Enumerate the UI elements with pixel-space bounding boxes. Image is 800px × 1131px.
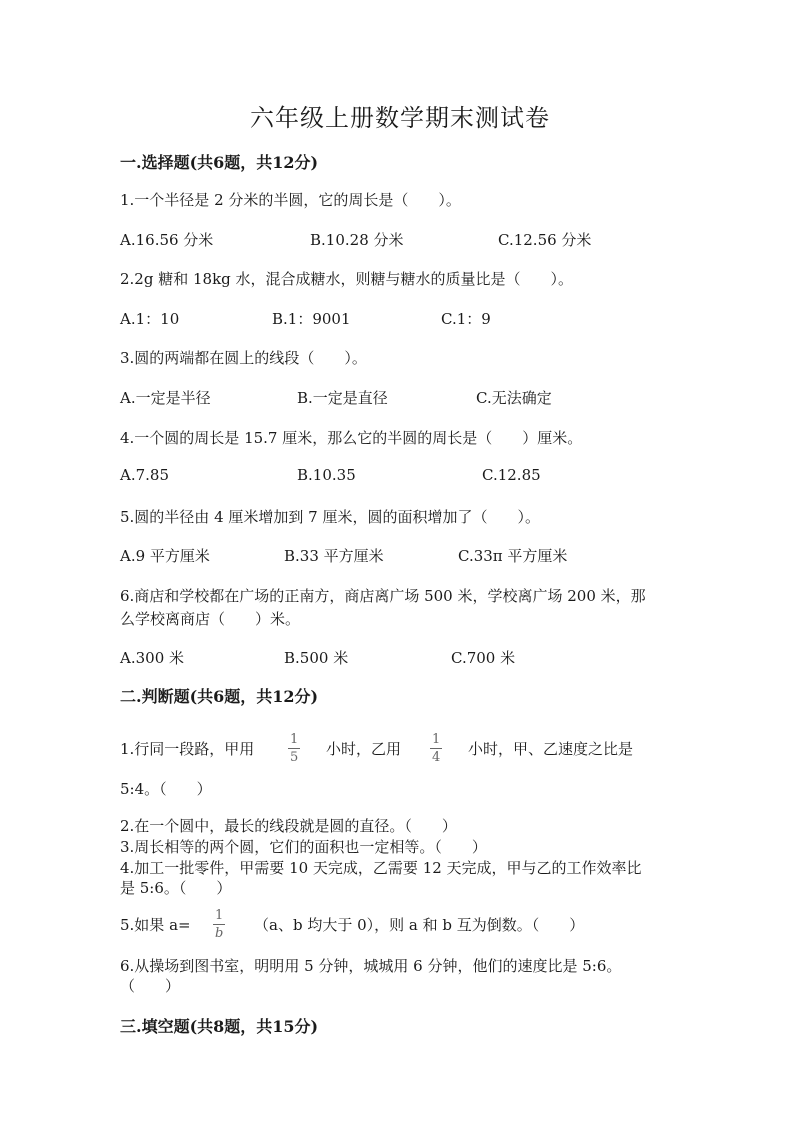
option-6b: B.500 米	[284, 649, 349, 667]
judgement-6-line-1: 6.从操场到图书室，明明用 5 分钟，城城用 6 分钟，他们的速度比是 5:6。	[120, 957, 622, 975]
option-5b: B.33 平方厘米	[284, 547, 384, 565]
page-title: 六年级上册数学期末测试卷	[250, 104, 550, 132]
fraction-denominator: 5	[290, 750, 299, 765]
fraction-one-over-b	[213, 909, 225, 940]
option-3b: B.一定是直径	[297, 389, 388, 407]
judgement-4-line-1: 4.加工一批零件，甲需要 10 天完成，乙需要 12 天完成，甲与乙的工作效率比	[120, 859, 642, 877]
option-4b: B.10.35	[297, 466, 356, 484]
fraction-numerator: 1	[290, 732, 299, 747]
judgement-1-part-b: 小时，乙用	[326, 740, 402, 758]
option-2b: B.1：9001	[272, 310, 351, 328]
judgement-6-line-2: （ ）	[120, 977, 181, 995]
judgement-3: 3.周长相等的两个圆，它们的面积也一定相等。（ ）	[120, 838, 487, 856]
question-6-line-1: 6.商店和学校都在广场的正南方，商店离广场 500 米，学校离广场 200 米，那	[120, 587, 646, 605]
judgement-2: 2.在一个圆中，最长的线段就是圆的直径。（ ）	[120, 817, 457, 835]
question-6-line-2: 么学校离商店（ ）米。	[120, 610, 301, 628]
judgement-5-part-a: 5.如果 a=	[120, 916, 191, 934]
question-3: 3.圆的两端都在圆上的线段（ ）。	[120, 349, 367, 367]
option-4a: A.7.85	[120, 466, 169, 484]
option-6c: C.700 米	[451, 649, 516, 667]
option-2c: C.1：9	[441, 310, 491, 328]
question-2: 2.2g 糖和 18kg 水，混合成糖水，则糖与糖水的质量比是（ ）。	[120, 270, 574, 288]
fraction-denominator: 4	[432, 750, 441, 765]
judgement-4-line-2: 是 5:6。（ ）	[120, 879, 232, 897]
option-2a: A.1：10	[120, 310, 180, 328]
option-3a: A.一定是半径	[120, 389, 211, 407]
judgement-5-part-b: （a、b 均大于 0），则 a 和 b 互为倒数。（ ）	[254, 916, 585, 934]
option-1a: A.16.56 分米	[120, 231, 214, 249]
fraction-denominator: b	[214, 926, 224, 941]
fraction-numerator: 1	[432, 732, 441, 747]
question-5: 5.圆的半径由 4 厘米增加到 7 厘米，圆的面积增加了（ ）。	[120, 508, 540, 526]
option-3c: C.无法确定	[476, 389, 552, 407]
fraction-numerator: 1	[215, 908, 224, 923]
option-5c: C.33π 平方厘米	[458, 547, 568, 565]
judgement-1-part-a: 1.行同一段路，甲用	[120, 740, 255, 758]
question-1: 1.一个半径是 2 分米的半圆，它的周长是（ ）。	[120, 191, 461, 209]
judgement-1-line-2: 5:4。（ ）	[120, 780, 212, 798]
section-heading-fill-blank: 三.填空题(共8题，共15分)	[120, 1017, 319, 1036]
fraction-one-quarter	[430, 733, 442, 764]
option-1c: C.12.56 分米	[498, 231, 592, 249]
option-5a: A.9 平方厘米	[120, 547, 210, 565]
section-heading-choice: 一.选择题(共6题，共12分)	[120, 153, 319, 172]
option-6a: A.300 米	[120, 649, 184, 667]
section-heading-judgement: 二.判断题(共6题，共12分)	[120, 687, 319, 706]
fraction-one-fifth	[288, 733, 300, 764]
option-4c: C.12.85	[482, 466, 541, 484]
judgement-1-part-c: 小时，甲、乙速度之比是	[468, 740, 634, 758]
option-1b: B.10.28 分米	[310, 231, 404, 249]
question-4: 4.一个圆的周长是 15.7 厘米，那么它的半圆的周长是（ ）厘米。	[120, 429, 583, 447]
